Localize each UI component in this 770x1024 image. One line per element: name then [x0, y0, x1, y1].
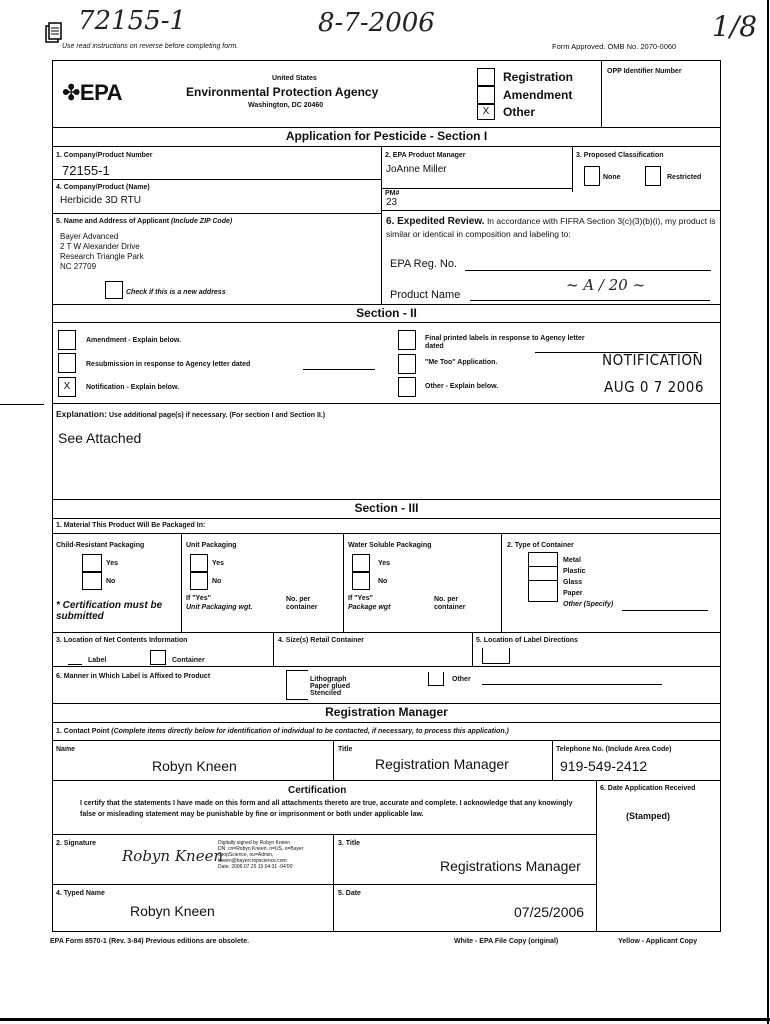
digital-sig-line-5: Date: 2006.07.25 15:04:31 -04'00' — [218, 864, 294, 870]
contact-title[interactable]: Registration Manager — [375, 756, 509, 772]
manner-stenciled: Stenciled — [310, 690, 342, 697]
united-states: United States — [272, 75, 317, 82]
expedited-text: In accordance with FIFRA Section 3(c)(3)(b)(i), my product is similar or identical in composition and labeling to: — [386, 216, 716, 239]
digital-sig-line-1: Digitally signed by Robyn Kneen — [218, 840, 290, 846]
container-glass: Glass — [563, 579, 583, 586]
option-other: Other — [503, 105, 536, 119]
notification-stamp-date: AUG 0 7 2006 — [604, 378, 704, 396]
company-number[interactable]: 72155-1 — [62, 163, 110, 178]
water-no-checkbox[interactable] — [352, 572, 370, 590]
me-too-label: "Me Too" Application. — [425, 359, 498, 366]
net-label-checkbox[interactable] — [68, 651, 82, 665]
material-label: 1. Material This Product Will Be Packaged In: — [56, 522, 206, 529]
child-yes-label: Yes — [106, 560, 119, 567]
handwritten-date: 8-7-2006 — [318, 8, 435, 38]
child-yes-checkbox[interactable] — [82, 554, 102, 572]
amendment-explain-label: Amendment - Explain below. — [86, 337, 182, 344]
unit-no-label: No — [212, 578, 222, 585]
other-checkbox[interactable] — [477, 104, 495, 120]
container-paper: Paper — [563, 590, 583, 597]
container-checkbox-column[interactable] — [528, 552, 558, 602]
child-no-label: No — [106, 578, 116, 585]
product-manager[interactable]: JoAnne Miller — [386, 164, 447, 175]
applicant-label-text: 5. Name and Address of Applicant — [56, 218, 170, 225]
water-package-wgt: Package wgt — [348, 604, 391, 611]
unit-packaging-label: Unit Packaging — [186, 542, 237, 549]
other-check-mark: X — [482, 106, 490, 117]
classification-restricted-checkbox[interactable] — [645, 166, 661, 186]
handwritten-number: 72155-1 — [78, 6, 187, 36]
container-other: Other (Specify) — [563, 601, 614, 608]
net-label-option: Label — [88, 657, 107, 664]
certification-note: * Certification must be submitted — [56, 600, 163, 622]
final-labels-checkbox[interactable] — [398, 330, 416, 350]
manner-lithograph: Lithograph — [310, 676, 347, 683]
option-registration: Registration — [503, 70, 574, 84]
unit-if-yes: If "Yes" — [186, 595, 211, 602]
unit-pkg-wgt: Unit Packaging wgt. — [186, 604, 253, 611]
water-yes-checkbox[interactable] — [352, 554, 370, 572]
net-contents-label: 3. Location of Net Contents Information — [56, 637, 188, 644]
explanation-text[interactable]: See Attached — [58, 430, 142, 446]
applicant-line-4[interactable]: NC 27709 — [60, 262, 97, 271]
classification-label: 3. Proposed Classification — [576, 152, 664, 159]
resubmission-checkbox[interactable] — [58, 353, 76, 373]
agency-address: Washington, DC 20460 — [248, 102, 324, 109]
notification-label: Notification - Explain below. — [86, 384, 180, 391]
me-too-checkbox[interactable] — [398, 354, 416, 374]
epa-logo: ✤EPA — [62, 80, 123, 105]
other-explain-checkbox[interactable] — [398, 377, 416, 397]
applicant-label-note: (Include ZIP Code) — [171, 218, 233, 225]
notification-checkbox[interactable] — [58, 377, 76, 397]
manner-checkbox-column[interactable] — [286, 670, 308, 700]
explanation-label: Explanation: — [56, 409, 108, 419]
final-labels-label: Final printed labels in response to Agency letter dated — [425, 335, 585, 350]
explanation-header — [56, 409, 325, 419]
epa-reg-label: EPA Reg. No. — [390, 258, 458, 270]
unit-no-per-container: No. per container — [286, 596, 318, 611]
signed-date[interactable]: 07/25/2006 — [514, 904, 585, 920]
section-4-title: Registration Manager — [325, 705, 448, 719]
title2-label: 3. Title — [338, 840, 361, 847]
product-name-scribble: ~ A / 20 ~ — [566, 276, 646, 294]
classification-none-checkbox[interactable] — [584, 166, 600, 186]
title-label: Title — [338, 746, 353, 753]
contact-label: 1. Contact Point — [56, 728, 110, 735]
digital-sig-line-3: CropScience, ou=Admin, — [218, 852, 274, 858]
classification-restricted-label: Restricted — [667, 174, 702, 181]
water-no-per-container: No. per container — [434, 596, 466, 611]
label-directions-label: 5. Location of Label Directions — [476, 637, 578, 644]
child-resistant-label: Child-Resistant Packaging — [56, 542, 145, 549]
typed-name[interactable]: Robyn Kneen — [130, 903, 215, 919]
explanation-note: Use additional page(s) if necessary. (For section I and Section II.) — [108, 412, 326, 419]
product-name-label: 4. Company/Product (Name) — [56, 184, 150, 191]
type-container-label: 2. Type of Container — [507, 542, 574, 549]
applicant-line-1[interactable]: Bayer Advanced — [60, 232, 119, 241]
document-icon — [44, 22, 62, 44]
name-label: Name — [56, 746, 76, 753]
certification-title: Certification — [288, 785, 347, 796]
scan-line-left — [0, 404, 44, 405]
amendment-checkbox[interactable] — [477, 86, 495, 104]
new-address-label: Check if this is a new address — [126, 289, 226, 296]
expedited-title: 6. Expedited Review. — [386, 216, 485, 227]
digital-sig-line-4: kneen@bayercropscience.com — [218, 858, 287, 864]
yellow-copy: Yellow - Applicant Copy — [618, 938, 698, 945]
signature-label: 2. Signature — [56, 840, 97, 847]
unit-yes-checkbox[interactable] — [190, 554, 208, 572]
container-plastic: Plastic — [563, 568, 586, 575]
date-received-stamped: (Stamped) — [626, 811, 671, 821]
product-name[interactable]: Herbicide 3D RTU — [60, 195, 141, 206]
date-label: 5. Date — [338, 890, 361, 897]
expedited-review — [386, 215, 716, 241]
new-address-checkbox[interactable] — [105, 281, 123, 299]
section-1-title: Application for Pesticide - Section I — [285, 129, 488, 143]
registration-checkbox[interactable] — [477, 68, 495, 86]
other-explain-label: Other - Explain below. — [425, 383, 499, 390]
unit-yes-label: Yes — [212, 560, 225, 567]
manner-other-checkbox[interactable] — [428, 672, 444, 686]
product-manager-label: 2. EPA Product Manager — [385, 152, 466, 159]
instructions-note: Use read instructions on reverse before completing form. — [62, 43, 239, 50]
product-name-line-label: Product Name — [390, 289, 461, 301]
digital-sig-line-2: DN: cn=Robyn Kneen, o=US, o=Bayer — [218, 846, 304, 852]
applicant-line-3[interactable]: Research Triangle Park — [60, 252, 144, 261]
label-directions-box[interactable] — [482, 648, 510, 664]
manner-label: 6. Manner in Which Label is Affixed to Product — [56, 673, 211, 680]
container-metal: Metal — [563, 557, 581, 564]
company-number-label: 1. Company/Product Number — [56, 152, 153, 159]
pm-label: PM# — [385, 190, 400, 197]
water-no-label: No — [378, 578, 388, 585]
notification-stamp: NOTIFICATION — [602, 351, 704, 369]
sizes-label: 4. Size(s) Retail Container — [278, 637, 364, 644]
pm-number[interactable]: 23 — [386, 197, 398, 208]
form-number: EPA Form 8570-1 (Rev. 3-84) Previous editions are obsolete. — [50, 938, 250, 945]
signer-title[interactable]: Registrations Manager — [440, 858, 581, 874]
contact-point-label — [56, 728, 509, 735]
typed-name-label: 4. Typed Name — [56, 890, 105, 897]
contact-note: (Complete items directly below for identification of individual to be contacted, if necessary, to process this application.) — [111, 728, 509, 735]
amendment-explain-checkbox[interactable] — [58, 330, 76, 350]
resubmission-label: Resubmission in response to Agency letter dated — [86, 361, 251, 368]
agency-name: Environmental Protection Agency — [186, 85, 379, 99]
white-copy: White - EPA File Copy (original) — [454, 938, 559, 945]
date-received-label: 6. Date Application Received — [600, 785, 696, 792]
notification-check-mark: X — [63, 381, 71, 392]
option-amendment: Amendment — [503, 88, 573, 102]
signature[interactable]: Robyn Kneen — [122, 847, 224, 865]
section-2-title: Section - II — [356, 306, 417, 320]
water-soluble-label: Water Soluble Packaging — [348, 542, 432, 549]
opp-identifier-label: OPP Identifier Number — [607, 68, 682, 75]
child-no-checkbox[interactable] — [82, 572, 102, 590]
applicant-label — [56, 218, 232, 225]
manner-other-label: Other — [452, 676, 471, 683]
water-if-yes: If "Yes" — [348, 595, 373, 602]
unit-no-checkbox[interactable] — [190, 572, 208, 590]
net-container-checkbox[interactable] — [150, 650, 166, 665]
digital-signature-block — [218, 840, 328, 870]
section-3-title: Section - III — [354, 501, 419, 515]
water-yes-label: Yes — [378, 560, 391, 567]
contact-phone[interactable]: 919-549-2412 — [560, 758, 648, 774]
scan-line-right — [767, 0, 769, 1024]
handwritten-page-fraction: 1/8 — [712, 10, 758, 43]
classification-none-label: None — [603, 174, 621, 181]
phone-label: Telephone No. (Include Area Code) — [556, 746, 672, 753]
net-container-option: Container — [172, 657, 205, 664]
form-approved: Form Approved. OMB No. 2070-0060 — [552, 42, 677, 51]
scan-line-bottom — [0, 1018, 770, 1021]
applicant-line-2[interactable]: 2 T W Alexander Drive — [60, 242, 140, 251]
certification-text: I certify that the statements I have made on this form and all attachments thereto are true, accurate and complete. I acknowledge that any knowingly false or misleading statement may be punishable by fine or imprisonment or both under applicable law. — [80, 800, 573, 818]
contact-name[interactable]: Robyn Kneen — [152, 758, 237, 774]
manner-paper-glued: Paper glued — [310, 683, 351, 690]
